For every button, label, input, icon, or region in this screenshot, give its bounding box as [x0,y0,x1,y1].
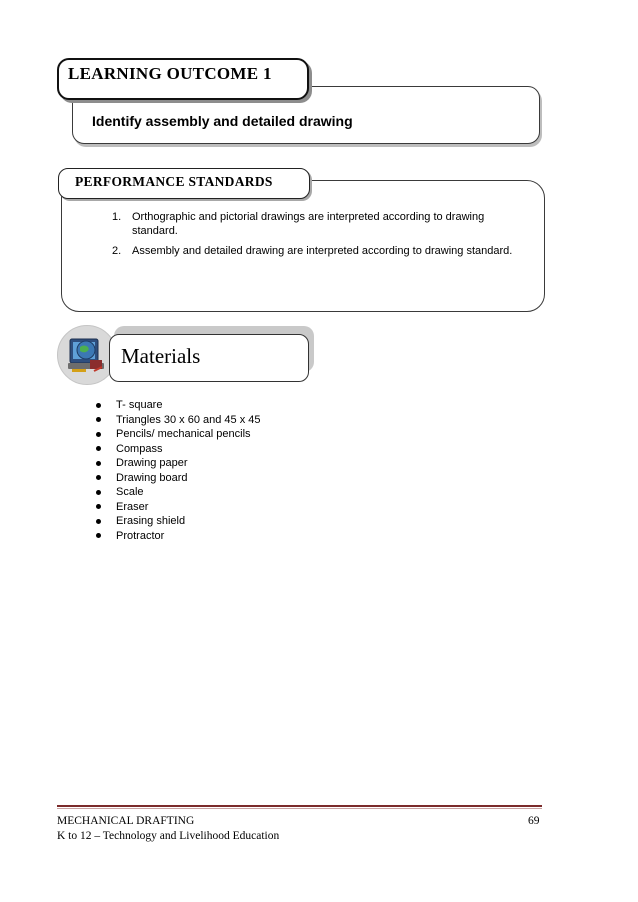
item-text: Scale [116,486,144,498]
bullet-icon [96,490,101,495]
materials-title: Materials [121,344,201,368]
list-item [96,485,261,500]
list-item [96,427,261,442]
list-item [96,413,261,428]
item-text: Eraser [116,500,149,513]
list-item [96,500,261,515]
footer-subtitle: K to 12 – Technology and Livelihood Education [57,830,280,842]
bullet-icon [96,461,101,466]
item-text: Assembly and detailed drawing are interpreted according to drawing standard. [132,245,513,257]
list-item [96,398,261,413]
footer-title: MECHANICAL DRAFTING [57,815,195,827]
list-item [96,442,261,457]
footer-rule-thin [57,808,542,809]
bullet-icon [96,504,101,509]
bullet-icon [96,533,101,538]
item-text: Orthographic and pictorial drawings are interpreted according to drawing standard. [132,211,485,237]
item-text: Triangles 30 x 60 and 45 x 45 [116,413,261,426]
footer-rule [57,805,542,807]
list-item [112,244,532,258]
list-item [96,529,261,544]
performance-standards-list [112,210,532,264]
list-item [96,456,261,471]
bullet-icon [96,475,101,480]
performance-standards-title: PERFORMANCE STANDARDS [75,174,273,189]
bullet-icon [96,446,101,451]
list-item [112,210,532,238]
item-text: Protractor [116,529,165,542]
item-text: T- square [116,399,163,411]
bullet-icon [96,417,101,422]
learning-outcome-text: Identify assembly and detailed drawing [92,113,353,129]
list-item [96,471,261,486]
item-text: Compass [116,442,163,455]
item-text: Drawing paper [116,457,188,469]
bullet-icon [96,432,101,437]
item-text: Erasing shield [116,515,186,527]
bullet-icon [96,519,101,524]
page-number: 69 [528,815,540,827]
learning-outcome-title: LEARNING OUTCOME 1 [68,64,272,83]
list-item [96,514,261,529]
bullet-icon [96,403,101,408]
materials-list [96,398,261,543]
item-text: Drawing board [116,471,188,484]
globe-computer-icon [64,333,108,377]
item-number: 1. [112,211,122,223]
item-number: 2. [112,245,122,257]
item-text: Pencils/ mechanical pencils [116,428,251,440]
